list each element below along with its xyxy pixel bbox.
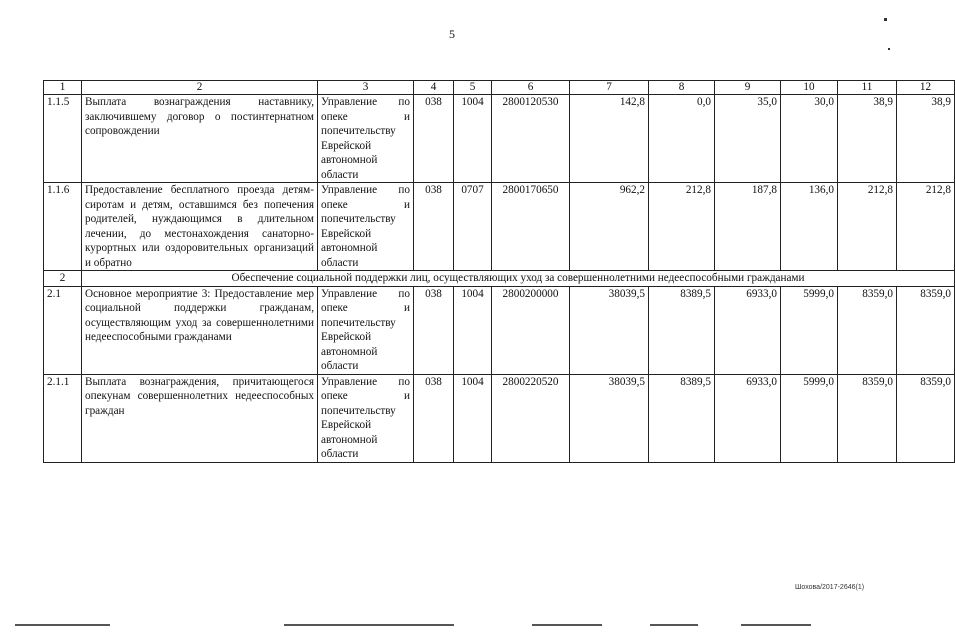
section-code: 2 [44,271,82,287]
cell-c10: 30,0 [781,95,838,183]
table-row [44,286,955,374]
row-code: 1.1.5 [44,95,82,183]
cell-c5: 0707 [454,183,492,271]
column-number: 4 [414,81,454,95]
cell-c7: 38039,5 [570,286,649,374]
cell-c5: 1004 [454,95,492,183]
column-number: 10 [781,81,838,95]
column-number: 9 [715,81,781,95]
column-number: 11 [838,81,897,95]
cell-c9: 6933,0 [715,374,781,462]
cell-c6: 2800220520 [492,374,570,462]
scan-edge-line [532,624,602,626]
row-agency: Управление по опеке и попечительству Еврейской автономной области [318,374,414,462]
row-name: Основное мероприятие 3: Предоставление мер социальной поддержки гражданам, осуществляющим уход за совершеннолетними недееспособными гражданами [82,286,318,374]
cell-c9: 35,0 [715,95,781,183]
row-agency: Управление по опеке и попечительству Еврейской автономной области [318,183,414,271]
scan-mark [888,48,890,50]
cell-c12: 38,9 [897,95,955,183]
cell-c9: 6933,0 [715,286,781,374]
cell-c8: 8389,5 [649,374,715,462]
row-name: Выплата вознаграждения, причитающегося опекунам совершеннолетних недееспособных граждан [82,374,318,462]
scan-edge-line [741,624,811,626]
table-row [44,95,955,183]
cell-c7: 962,2 [570,183,649,271]
column-number: 3 [318,81,414,95]
column-numbers-row [44,81,955,95]
cell-c12: 8359,0 [897,286,955,374]
cell-c6: 2800200000 [492,286,570,374]
table-row [44,374,955,462]
cell-c10: 5999,0 [781,374,838,462]
cell-c4: 038 [414,95,454,183]
cell-c11: 212,8 [838,183,897,271]
scan-mark [884,18,887,21]
document-id: Шохова/2017-2646(1) [795,584,865,591]
scan-edge-line [15,624,110,626]
cell-c4: 038 [414,374,454,462]
section-title: Обеспечение социальной поддержки лиц, осуществляющих уход за совершеннолетними недееспособными гражданами [82,271,955,287]
cell-c5: 1004 [454,374,492,462]
column-number: 12 [897,81,955,95]
column-number: 7 [570,81,649,95]
cell-c7: 38039,5 [570,374,649,462]
row-name: Выплата вознаграждения наставнику, заключившему договор о постинтернатном сопровождении [82,95,318,183]
row-agency: Управление по опеке и попечительству Еврейской автономной области [318,95,414,183]
cell-c10: 136,0 [781,183,838,271]
cell-c10: 5999,0 [781,286,838,374]
cell-c7: 142,8 [570,95,649,183]
column-number: 6 [492,81,570,95]
cell-c5: 1004 [454,286,492,374]
cell-c6: 2800120530 [492,95,570,183]
section-row [44,271,955,287]
column-number: 5 [454,81,492,95]
row-agency: Управление по опеке и попечительству Еврейской автономной области [318,286,414,374]
column-number: 8 [649,81,715,95]
cell-c6: 2800170650 [492,183,570,271]
cell-c4: 038 [414,183,454,271]
cell-c8: 0,0 [649,95,715,183]
cell-c11: 8359,0 [838,286,897,374]
budget-table [43,80,955,463]
cell-c9: 187,8 [715,183,781,271]
row-name: Предоставление бесплатного проезда детям-сиротам и детям, оставшимся без попечения родителей, нуждающимся в длительном лечении, до местонахождения санаторно-курортных или оздоровительных организаций и обратно [82,183,318,271]
cell-c12: 8359,0 [897,374,955,462]
cell-c11: 38,9 [838,95,897,183]
cell-c8: 212,8 [649,183,715,271]
scan-edge-line [650,624,698,626]
page-number: 5 [449,27,455,41]
cell-c8: 8389,5 [649,286,715,374]
row-code: 2.1.1 [44,374,82,462]
row-code: 2.1 [44,286,82,374]
column-number: 1 [44,81,82,95]
cell-c11: 8359,0 [838,374,897,462]
cell-c4: 038 [414,286,454,374]
row-code: 1.1.6 [44,183,82,271]
cell-c12: 212,8 [897,183,955,271]
table-row [44,183,955,271]
column-number: 2 [82,81,318,95]
scan-edge-line [284,624,454,626]
